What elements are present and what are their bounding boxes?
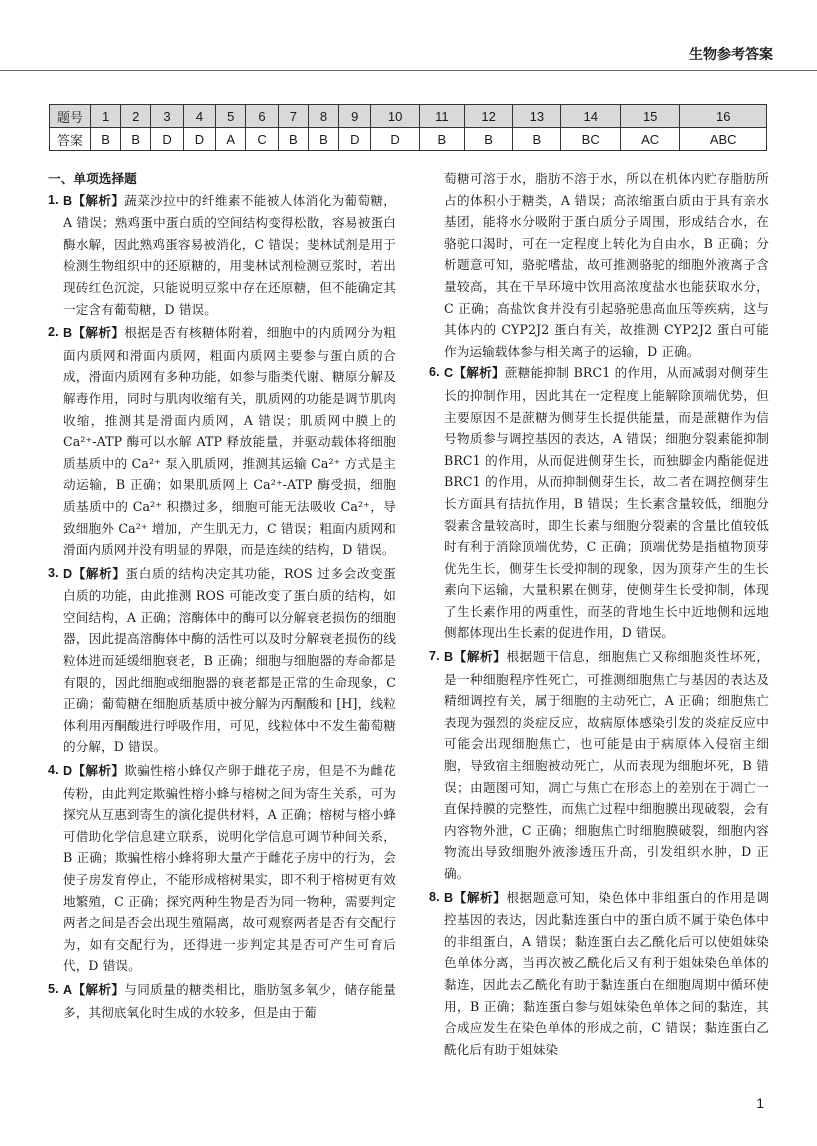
answer-cell: BC — [561, 128, 620, 151]
question-explanation — [44, 760, 396, 977]
question-answer: A — [63, 982, 73, 997]
question-number-cell: 7 — [278, 105, 308, 128]
question-answer: D — [63, 764, 73, 779]
question-number-cell: 2 — [121, 105, 151, 128]
question-number: 3. — [48, 565, 59, 580]
explanation-text: 蛋白质的结构决定其功能，ROS 过多会改变蛋白质的功能，由此推测 ROS 可能改变了蛋白质的结构，如空间结构，A 正确；溶酶体中的酶可以分解衰老损伤的细胞器，因此提高溶酶体中酶的活性可以及时分解衰老损伤的线粒体进而延缓细胞衰老，B 正确；细胞与细胞器的寿命都是有限的，因此细胞或细胞器的衰老都是正常的生命现象，C 正确；葡萄糖在细胞质基质中被分解为丙酮酸和 [H]，线粒体利用丙酮酸进行呼吸作用，可见，线粒体中不发生葡萄糖的分解，D 错误。 — [63, 565, 397, 755]
answer-cell: B — [278, 128, 308, 151]
question-number-cell: 6 — [246, 105, 278, 128]
question-number-cell: 14 — [561, 105, 620, 128]
question-answer: B — [444, 890, 454, 905]
answer-cell: D — [371, 128, 419, 151]
question-answer: B — [444, 650, 454, 665]
question-number-cell: 1 — [91, 105, 121, 128]
question-number-cell: 10 — [371, 105, 419, 128]
page-number: 1 — [756, 1095, 764, 1111]
explanation-text: 蔬菜沙拉中的纤维素不能被人体消化为葡萄糖，A 错误；熟鸡蛋中蛋白质的空间结构变得松散，容易被蛋白酶水解，因此熟鸡蛋容易被消化，C 错误；斐林试剂是用于检测生物组织中的还原糖的，用斐林试剂检测豆浆时，若出现砖红色沉淀，只能说明豆浆中存在还原糖，但不能确定其一定含有葡萄糖，D 错误。 — [63, 192, 396, 317]
question-number: 1. — [48, 192, 59, 207]
question-number: 7. — [429, 649, 440, 664]
answer-cell: B — [464, 128, 512, 151]
explanation-text: 根据是否有核糖体附着，细胞中的内质网分为粗面内质网和滑面内质网，粗面内质网主要参与蛋白质的合成，滑面内质网有多种功能，如参与脂类代谢、糖原分解及解毒作用，同时与肌肉收缩有关，肌质网的功能是调节肌肉收缩，推测其是滑面内质网，A 错误；肌质网中膜上的 Ca²⁺-ATP 酶可以水解 ATP 释放能量，并驱动载体将细胞质基质中的 Ca²⁺ 泵入肌质网，推测其运输 Ca²⁺ 方式是主动运输，B 正确；如果肌质网上 Ca²⁺-ATP 酶受损，细胞质基质中的 Ca²⁺ 积攒过多，细胞可能无法吸收 Ca²⁺，导致细胞外 Ca²⁺ 增加，产生肌无力，C 错误；粗面内质网和滑面内质网并没有明显的界限，而是连续的结构，D 错误。 — [63, 325, 396, 558]
explanation-text: 蔗糖能抑制 BRC1 的作用，从而减弱对侧芽生长的抑制作用，因此其在一定程度上能解除顶端优势，但主要原因不是蔗糖为侧芽生长提供能量，而是蔗糖作为信号物质参与调控基因的表达，A 错误；细胞分裂素能抑制 BRC1 的作用，从而促进侧芽生长，而独脚金内酯能促进 BRC1 的作用，从而抑制侧芽生长，故二者在调控侧芽生长方面具有拮抗作用，B 错误；生长素含量较低，细胞分裂素含量较高时，即生长素与细胞分裂素的含量比值较低时有利于消除顶端优势，C 正确；顶端优势是指植物顶芽优先生长，侧芽生长受抑制的现象，因为顶芽产生的生长素向下运输，大量积累在侧芽，使侧芽生长受抑制，体现了生长素作用的两重性，而茎的背地生长中近地侧和远地侧都体现出生长素的促进作用，D 错误。 — [444, 365, 769, 641]
answer-cell: AC — [620, 128, 679, 151]
answer-cell: B — [121, 128, 151, 151]
question-number-cell: 13 — [513, 105, 561, 128]
analysis-tag: 【解析】 — [453, 889, 507, 905]
page-header-title: 生物参考答案 — [689, 46, 773, 62]
question-explanation — [44, 979, 396, 1023]
question-number: 8. — [429, 889, 440, 904]
question-answer: B — [63, 326, 73, 341]
answer-table-answer-row — [50, 128, 767, 151]
header-rule — [0, 70, 817, 71]
question-5-continued: 萄糖可溶于水，脂肪不溶于水，所以在机体内贮存脂肪所占的体积小于糖类，A 错误；高浓缩蛋白质由于具有亲水基团，能将水分吸附于蛋白质分子周围，形成结合水，在骆驼口渴时，可在一定程度上转化为自由水，B 正确；分析题意可知，骆驼嗜盐，故可推测骆驼的细胞外液离子含量较高，其在干旱环境中饮用高浓度盐水也能获取水分，C 正确；高盐饮食并没有引起骆驼患高血压等疾病，这与其体内的 CYP2J2 蛋白有关，故推测 CYP2J2 蛋白可能作为运输载体参与相关离子的运输，D 正确。 — [444, 171, 769, 359]
question-number-cell: 12 — [464, 105, 512, 128]
question-explanation — [425, 887, 769, 1061]
question-answer: B — [63, 193, 73, 208]
analysis-tag: 【解析】 — [72, 565, 126, 581]
answer-cell: C — [246, 128, 278, 151]
answer-cell: B — [419, 128, 464, 151]
question-number: 5. — [48, 981, 59, 996]
answer-cell: D — [151, 128, 183, 151]
answer-cell: D — [183, 128, 215, 151]
answer-table-answer-label: 答案 — [50, 128, 91, 151]
question-number: 2. — [48, 325, 59, 340]
question-explanation — [44, 322, 396, 561]
analysis-tag: 【解析】 — [453, 365, 505, 381]
answer-cell: B — [513, 128, 561, 151]
left-column — [44, 168, 396, 1025]
answer-cell: A — [216, 128, 246, 151]
analysis-tag: 【解析】 — [72, 981, 125, 997]
question-number-cell: 5 — [216, 105, 246, 128]
answer-cell: B — [91, 128, 121, 151]
question-explanation — [425, 362, 769, 644]
analysis-tag: 【解析】 — [72, 325, 125, 341]
explanation-text: 与同质量的糖类相比，脂肪氢多氧少，储存能量多，其彻底氧化时生成的水较多，但是由于葡 — [63, 981, 396, 1020]
answer-table-number-label: 题号 — [50, 105, 91, 128]
analysis-tag: 【解析】 — [453, 649, 507, 665]
answer-cell: D — [339, 128, 371, 151]
analysis-tag: 【解析】 — [72, 763, 125, 779]
answer-cell: ABC — [680, 128, 767, 151]
question-number-cell: 11 — [419, 105, 464, 128]
question-explanation — [425, 646, 769, 885]
explanation-text: 欺骗性榕小蜂仅产卵于雌花子房，但是不为雌花传粉，由此判定欺骗性榕小蜂与榕树之间为寄生关系，可为探究从互惠到寄生的演化提供材料，A 正确；榕树与榕小蜂可借助化学信息建立联系，说明化学信息可调节种间关系，B 正确；欺骗性榕小蜂将卵大量产于雌花子房中的行为，会使子房发育停止，不能形成榕树果实，即不利于榕树更有效地繁殖，C 正确；探究两种生物是否为同一物种，需要判定两者之间是否会出现生殖隔离，故可观察两者是否有交配行为，如有交配行为，还得进一步判定其是否可产生可育后代，D 错误。 — [63, 763, 396, 974]
section-title: 一、单项选择题 — [48, 171, 137, 186]
answer-table-number-row — [50, 105, 767, 128]
question-explanation — [44, 190, 396, 321]
question-explanation — [44, 563, 396, 758]
question-number-cell: 9 — [339, 105, 371, 128]
explanation-text: 根据题意可知，染色体中非组蛋白的作用是调控基因的表达，因此黏连蛋白中的蛋白质不属于染色体中的非组蛋白，A 错误；黏连蛋白去乙酰化后可以使姐妹染色单体分离，当再次被乙酰化后又有利于姐妹染色单体的黏连，因此去乙酰化有助于黏连蛋白在细胞周期中循环使用，B 正确；黏连蛋白参与姐妹染色单体之间的黏连，其合成应发生在染色单体的形成之前，C 错误；黏连蛋白乙酰化后有助于姐妹染 — [444, 889, 770, 1057]
question-answer: C — [444, 366, 454, 381]
question-number-cell: 15 — [620, 105, 679, 128]
question-answer: D — [63, 566, 73, 581]
question-number-cell: 16 — [680, 105, 767, 128]
answer-table — [49, 104, 767, 151]
explanation-text: 根据题干信息，细胞焦亡又称细胞炎性坏死，是一种细胞程序性死亡，可推测细胞焦亡与基因的表达及精细调控有关，属于细胞的主动死亡，A 正确；细胞焦亡表现为强烈的炎症反应，故病原体感染引发的炎症反应中可能会出现细胞焦亡，也可能是由于病原体入侵宿主细胞，导致宿主细胞被动死亡，从而表现为细胞坏死，B 错误；由题图可知，凋亡与焦亡在形态上的差别在于凋亡一直保持膜的完整性，而焦亡过程中细胞膜出现破裂，会有内容物外泄，C 正确；细胞焦亡时细胞膜破裂，细胞内容物流出导致细胞外液渗透压升高，引发组织水肿，D 正确。 — [444, 649, 770, 881]
answer-cell: B — [308, 128, 338, 151]
right-column — [425, 168, 769, 1062]
question-number-cell: 4 — [183, 105, 215, 128]
analysis-tag: 【解析】 — [72, 192, 125, 208]
question-number-cell: 8 — [308, 105, 338, 128]
question-number: 6. — [429, 365, 440, 380]
question-number: 4. — [48, 763, 59, 778]
question-number-cell: 3 — [151, 105, 183, 128]
